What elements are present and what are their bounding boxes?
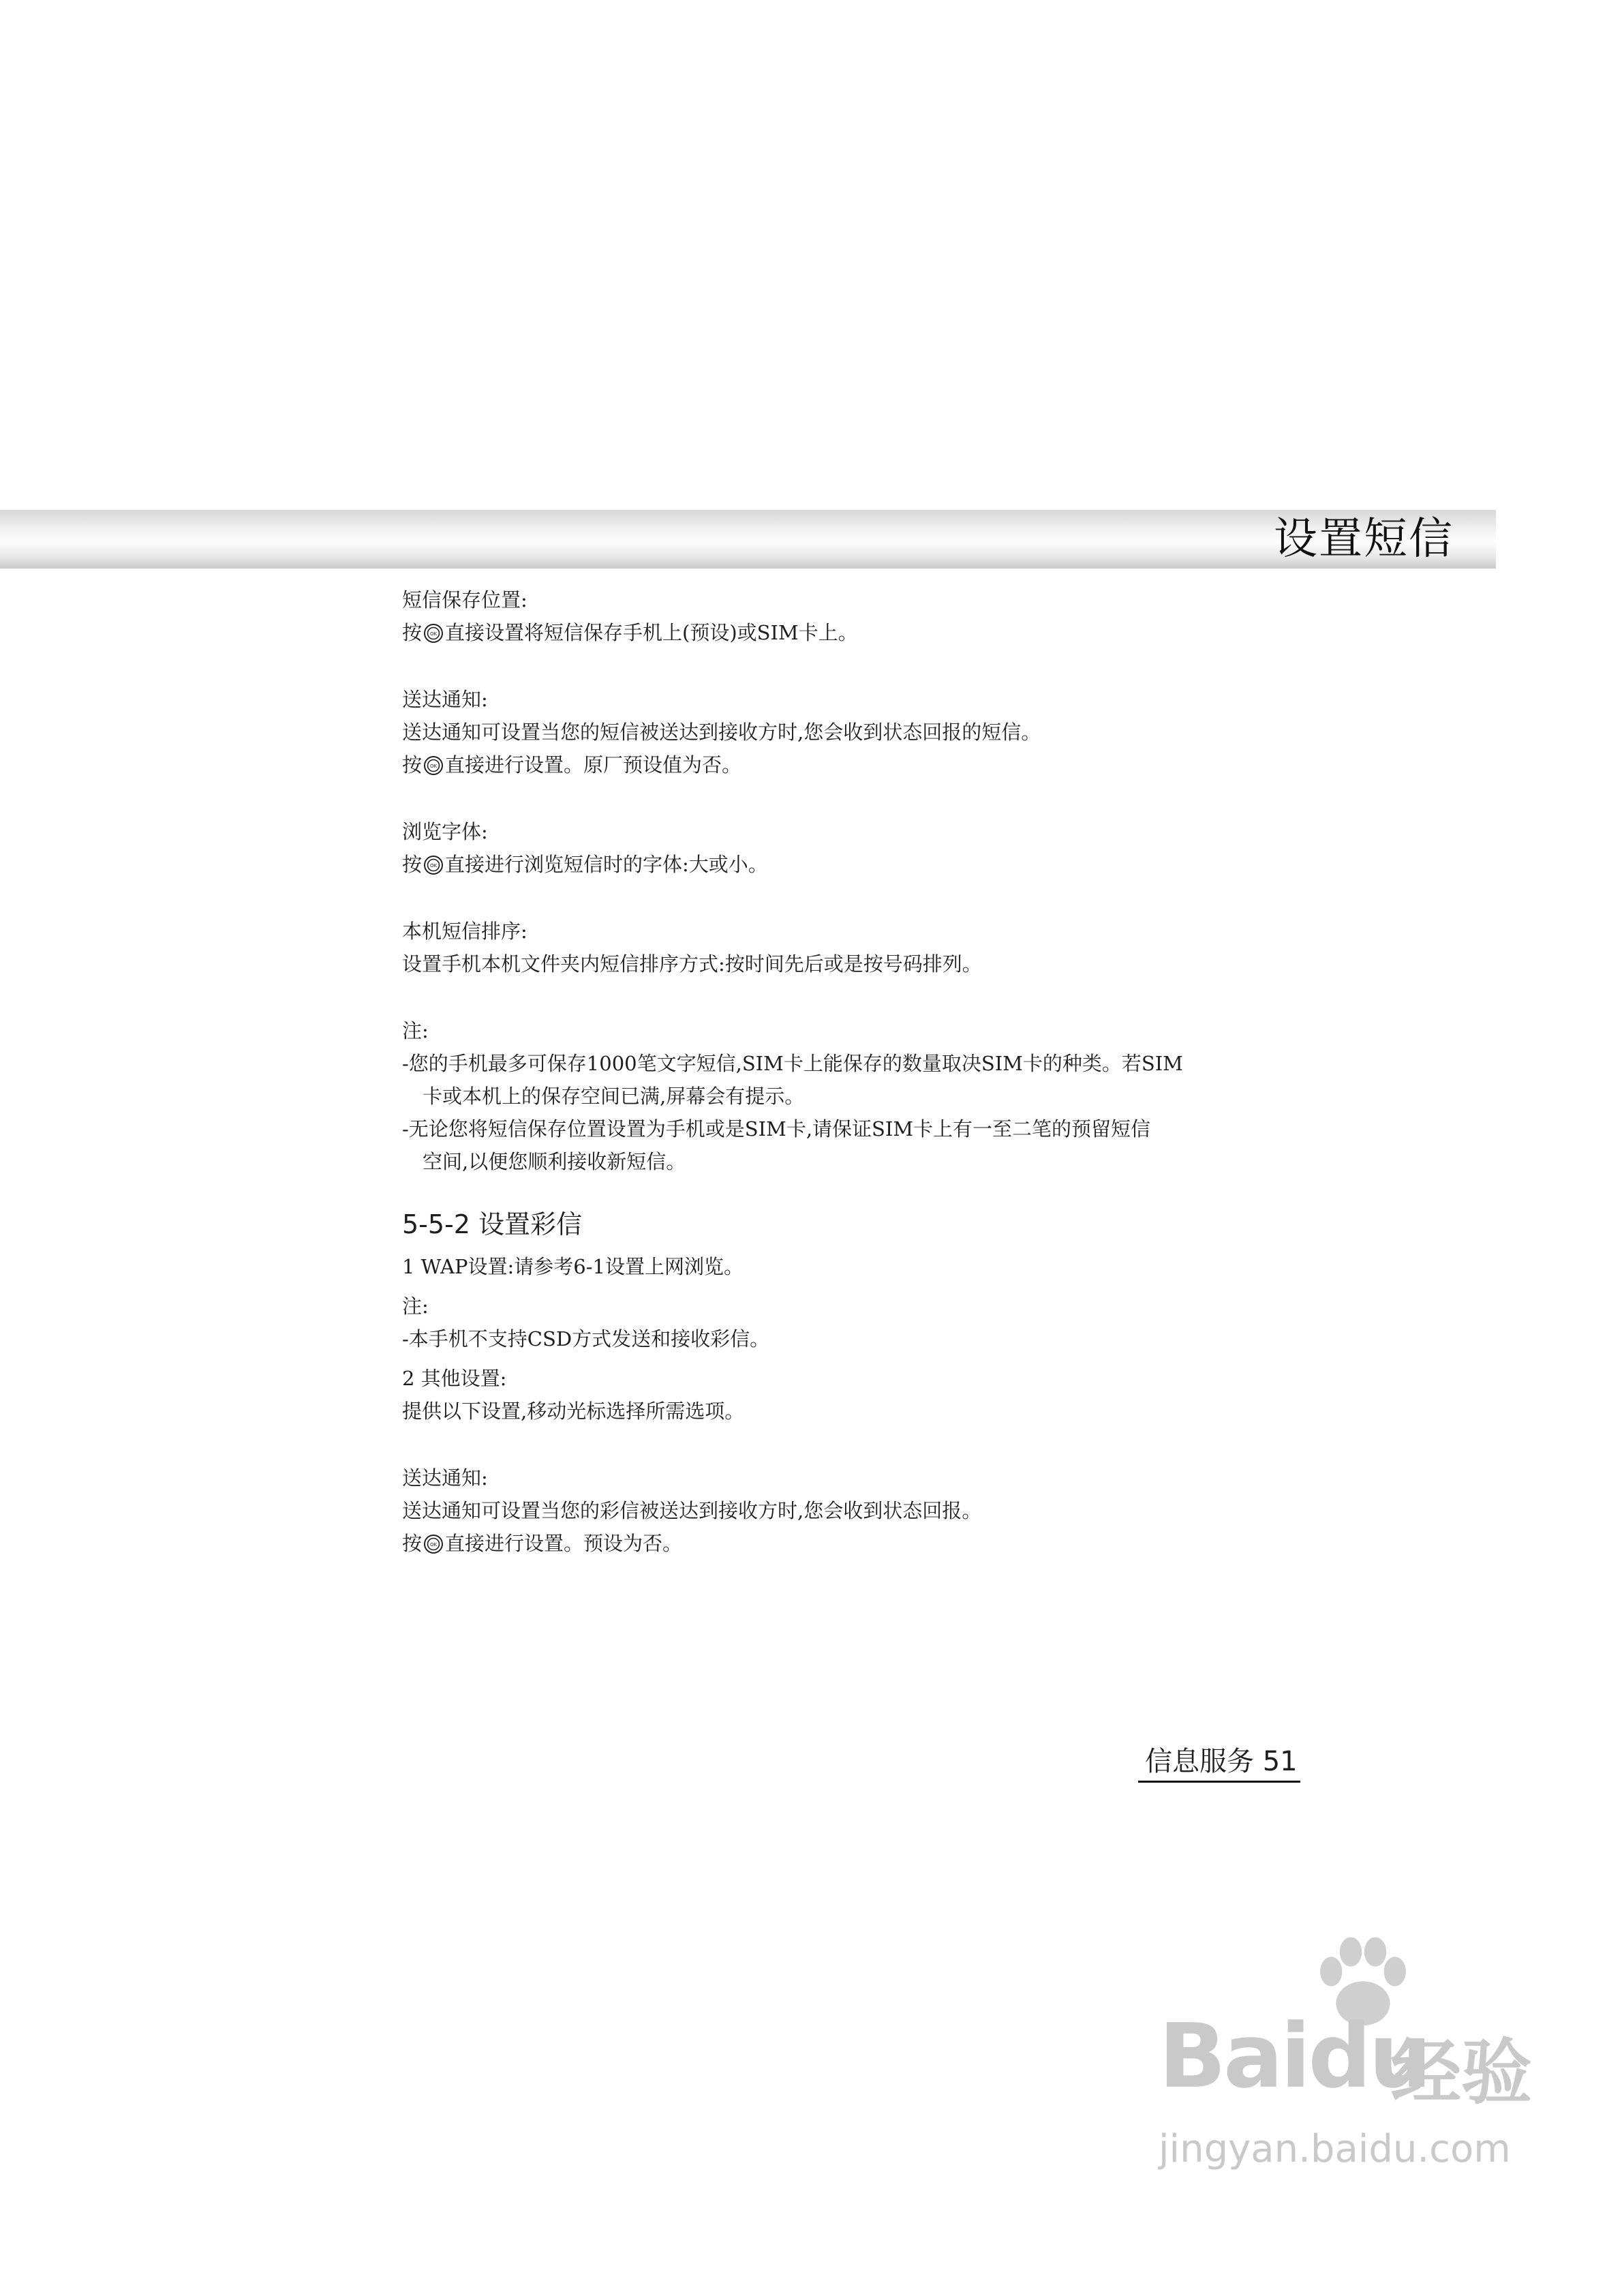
note-item-1: -您的手机最多可保存1000笔文字短信,SIM卡上能保存的数量取决SIM卡的种类。若SIM	[402, 1052, 1183, 1075]
mms-note-label: 注:	[402, 1295, 429, 1318]
mms-item-2: 2 其他设置:	[402, 1367, 507, 1390]
settings-section	[402, 683, 1288, 781]
svg-text:OK: OK	[429, 631, 438, 637]
watermark-logo: Baidu	[1159, 2004, 1429, 2108]
mms-sub-line	[402, 1527, 1288, 1560]
section-heading: 短信保存位置:	[402, 588, 527, 611]
watermark-url: jingyan.baidu.com	[1159, 2127, 1511, 2171]
page-footer: 信息服务 51	[1138, 1744, 1300, 1783]
settings-sections	[402, 584, 1288, 980]
settings-section	[402, 915, 1288, 980]
settings-section	[402, 584, 1288, 649]
mms-item-1: 1 WAP设置:请参考6-1设置上网浏览。	[402, 1255, 744, 1278]
mms-sub-line	[402, 1494, 1288, 1527]
section-heading: 送达通知:	[402, 688, 488, 711]
mms-note-item: -本手机不支持CSD方式发送和接收彩信。	[402, 1327, 770, 1350]
section-line	[402, 616, 1288, 649]
line-text: 按	[402, 753, 423, 776]
line-text: 按	[402, 621, 423, 644]
line-text: 直接进行设置。预设为否。	[445, 1532, 683, 1555]
note-block	[402, 1014, 1288, 1178]
ok-key-icon	[423, 855, 444, 875]
baidu-watermark	[1159, 1922, 1567, 2209]
section-header-band	[0, 510, 1496, 569]
note-item-2-cont: 空间,以便您顺利接收新短信。	[423, 1150, 686, 1173]
settings-section	[402, 815, 1288, 881]
line-text: 直接进行浏览短信时的字体:大或小。	[445, 853, 768, 876]
line-text: 按	[402, 853, 423, 876]
line-text: 直接设置将短信保存手机上(预设)或SIM卡上。	[445, 621, 858, 644]
mms-sub-heading: 送达通知:	[402, 1466, 488, 1490]
svg-text:OK: OK	[429, 1542, 438, 1547]
svg-text:OK: OK	[429, 863, 438, 868]
section-heading: 本机短信排序:	[402, 920, 527, 943]
section-line	[402, 716, 1288, 749]
ok-key-icon	[423, 755, 444, 776]
mms-item-2-desc: 提供以下设置,移动光标选择所需选项。	[402, 1400, 745, 1423]
page-title: 设置短信	[1274, 514, 1454, 564]
mms-section-title: 5-5-2 设置彩信	[402, 1209, 583, 1239]
section-line	[402, 848, 1288, 881]
line-text: 按	[402, 1532, 423, 1555]
section-line	[402, 749, 1288, 781]
section-heading: 浏览字体:	[402, 820, 488, 843]
mms-sub-lines	[402, 1494, 1288, 1560]
note-item-2: -无论您将短信保存位置设置为手机或是SIM卡,请保证SIM卡上有一至二笔的预留短信	[402, 1117, 1151, 1141]
svg-text:OK: OK	[429, 764, 438, 769]
watermark-cn: 经验	[1390, 2031, 1533, 2114]
ok-key-icon	[423, 623, 444, 644]
line-text: 直接进行设置。原厂预设值为否。	[445, 753, 742, 776]
ok-key-icon	[423, 1534, 444, 1554]
line-text: 送达通知可设置当您的短信被送达到接收方时,您会收到状态回报的短信。	[402, 721, 1041, 744]
line-text: 送达通知可设置当您的彩信被送达到接收方时,您会收到状态回报。	[402, 1499, 982, 1522]
section-line	[402, 948, 1288, 980]
note-item-1-cont: 卡或本机上的保存空间已满,屏幕会有提示。	[423, 1085, 805, 1108]
line-text: 设置手机本机文件夹内短信排序方式:按时间先后或是按号码排列。	[402, 952, 982, 976]
document-body	[402, 584, 1288, 1560]
note-label: 注:	[402, 1019, 429, 1042]
